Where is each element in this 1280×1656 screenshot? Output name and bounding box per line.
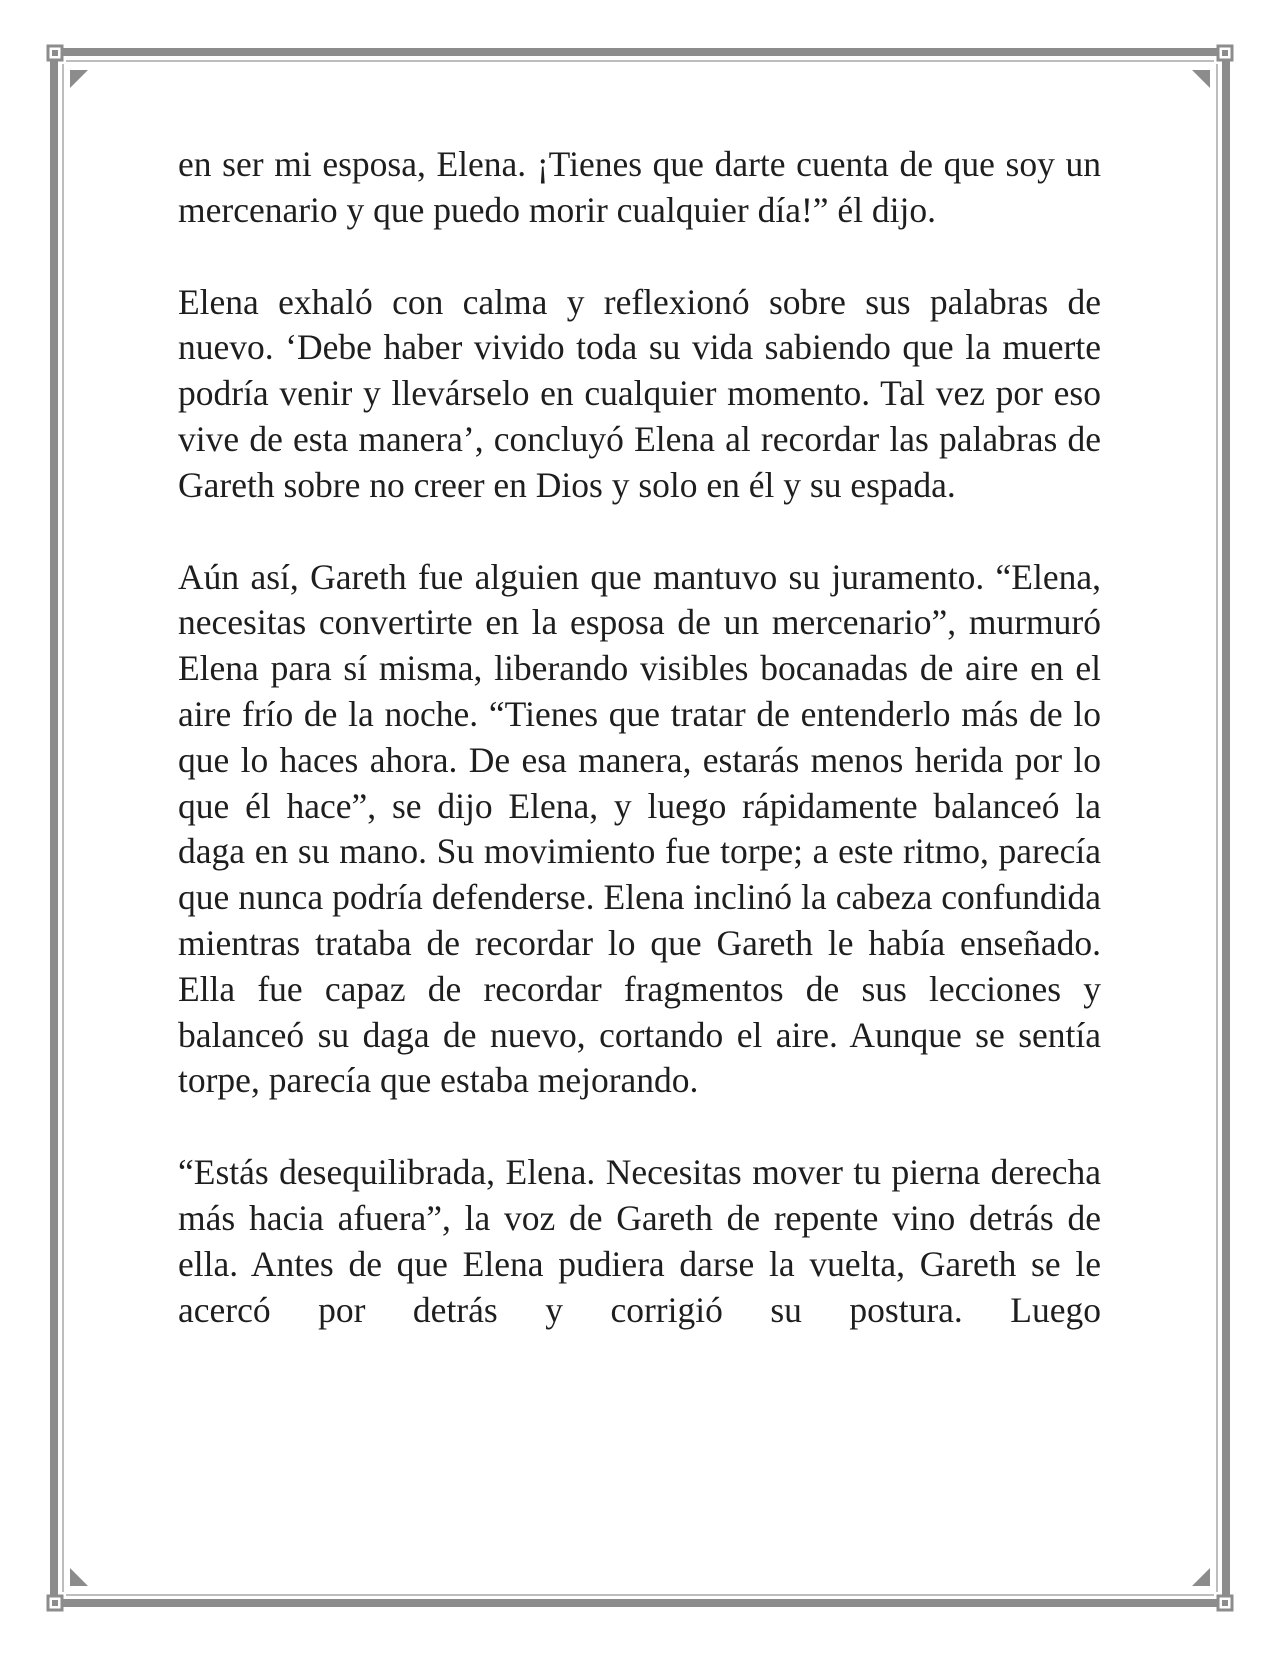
- corner-ornament-top-right: [1218, 46, 1232, 60]
- page-body-text: [178, 142, 1101, 1333]
- border-top: [60, 48, 1220, 56]
- border-bottom: [60, 1599, 1220, 1607]
- inner-line-left: [62, 64, 64, 1592]
- paragraph-1: en ser mi esposa, Elena. ¡Tienes que darte cuenta de que soy un mercenario y que puedo morir cualquier día!” él dijo.: [178, 144, 1101, 230]
- corner-ornament-top-left: [48, 46, 62, 60]
- corner-triangle-bottom-right: [1192, 1568, 1210, 1586]
- border-left: [50, 60, 58, 1598]
- paragraph-4: “Estás desequilibrada, Elena. Necesitas mover tu pierna derecha más hacia afuera”, la voz de Gareth de repente vino detrás de ella. Antes de que Elena pudiera darse la vuelta, Gareth se le acercó por detrás y corrigió su postura. Luego: [178, 1152, 1101, 1330]
- paragraph-3: Aún así, Gareth fue alguien que mantuvo su juramento. “Elena, necesitas convertirte en la esposa de un mercenario”, murmuró Elena para sí misma, liberando visibles bocanadas de aire en el aire frío de la noche. “Tienes que tratar de entenderlo más de lo que lo haces ahora. De esa manera, estarás menos herida por lo que él hace”, se dijo Elena, y luego rápidamente balanceó la daga en su mano. Su movimiento fue torpe; a este ritmo, parecía que nunca podría defenderse. Elena inclinó la cabeza confundida mientras trataba de recordar lo que Gareth le había enseñado. Ella fue capaz de recordar fragmentos de sus lecciones y balanceó su daga de nuevo, cortando el aire. Aunque se sentía torpe, parecía que estaba mejorando.: [178, 556, 1101, 1101]
- paragraph-2: Elena exhaló con calma y reflexionó sobre sus palabras de nuevo. ‘Debe haber vivido toda su vida sabiendo que la muerte podría venir y llevárselo en cualquier momento. Tal vez por eso vive de esta manera’, concluyó Elena al recordar las palabras de Gareth sobre no creer en Dios y solo en él y su espada.: [178, 281, 1101, 505]
- corner-triangle-bottom-left: [70, 1568, 88, 1586]
- border-right: [1222, 60, 1230, 1598]
- corner-ornament-bottom-right: [1218, 1596, 1232, 1610]
- inner-line-top: [66, 60, 1214, 62]
- corner-ornament-bottom-left: [48, 1596, 62, 1610]
- corner-triangle-top-right: [1192, 70, 1210, 88]
- corner-triangle-top-left: [70, 70, 88, 88]
- inner-line-bottom: [66, 1594, 1214, 1596]
- inner-line-right: [1216, 64, 1218, 1592]
